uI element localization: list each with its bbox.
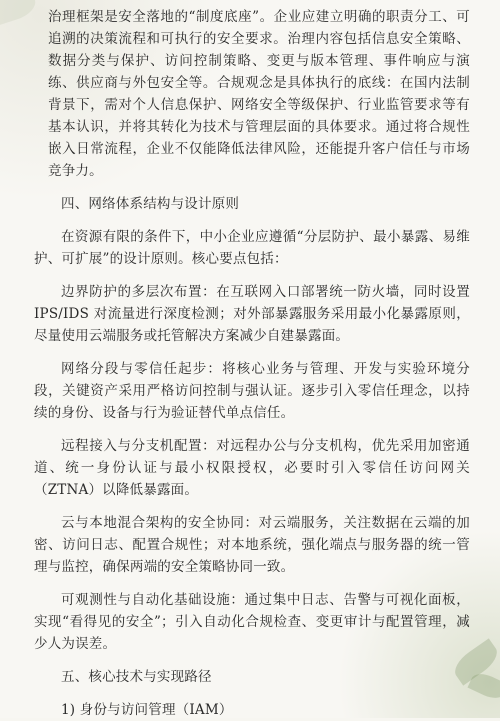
paragraph-observability: 可观测性与自动化基础设施：通过集中日志、告警与可视化面板，实现“看得见的安全”；引入自动化合规检查、变更审计与配置管理，减少人为误差。 bbox=[34, 592, 470, 652]
section-heading-5: 五、核心技术与实现路径 bbox=[61, 669, 212, 685]
paragraph-network-segmentation: 网络分段与零信任起步：将核心业务与管理、开发与实验环境分段，关键资产采用严格访问控制与强认证。逐步引入零信任理念，以持续的身份、设备与行为验证替代单点信任。 bbox=[34, 361, 470, 421]
subheading-iam: 1) 身份与访问管理（IAM） bbox=[61, 702, 233, 718]
paragraph-hybrid-cloud: 云与本地混合架构的安全协同：对云端服务，关注数据在云端的加密、访问日志、配置合规性；对本地系统，强化端点与服务器的统一管理与监控，确保两端的安全策略协同一致。 bbox=[34, 515, 470, 575]
section-heading-4: 四、网络体系结构与设计原则 bbox=[61, 196, 240, 212]
paragraph-remote-access: 远程接入与分支机配置：对远程办公与分支机构，优先采用加密通道、统一身份认证与最小权限授权，必要时引入零信任访问网关（ZTNA）以降低暴露面。 bbox=[34, 438, 470, 498]
paragraph-design-principles: 在资源有限的条件下，中小企业应遵循“分层防护、最小暴露、易维护、可扩展”的设计原则。核心要点包括： bbox=[34, 229, 470, 267]
document-body bbox=[34, 6, 470, 721]
paragraph-boundary-protection: 边界防护的多层次布置：在互联网入口部署统一防火墙，同时设置 IPS/IDS 对流量进行深度检测；对外部暴露服务采用最小化暴露原则，尽量使用云端服务或托管解决方案减少自建暴露面。 bbox=[34, 284, 470, 344]
paragraph-governance: 治理框架是安全落地的“制度底座”。企业应建立明确的职责分工、可追溯的决策流程和可执行的安全要求。治理内容包括信息安全策略、数据分类与保护、访问控制策略、变更与版本管理、事件响应与演练、供应商与外包安全等。合规观念是具体执行的底线：在国内法制背景下，需对个人信息保护、网络安全等级保护、行业监管要求等有基本认识，并将其转化为技术与管理层面的具体要求。通过将合规性嵌入日常流程，企业不仅能降低法律风险，还能提升客户信任与市场竞争力。 bbox=[48, 9, 470, 179]
